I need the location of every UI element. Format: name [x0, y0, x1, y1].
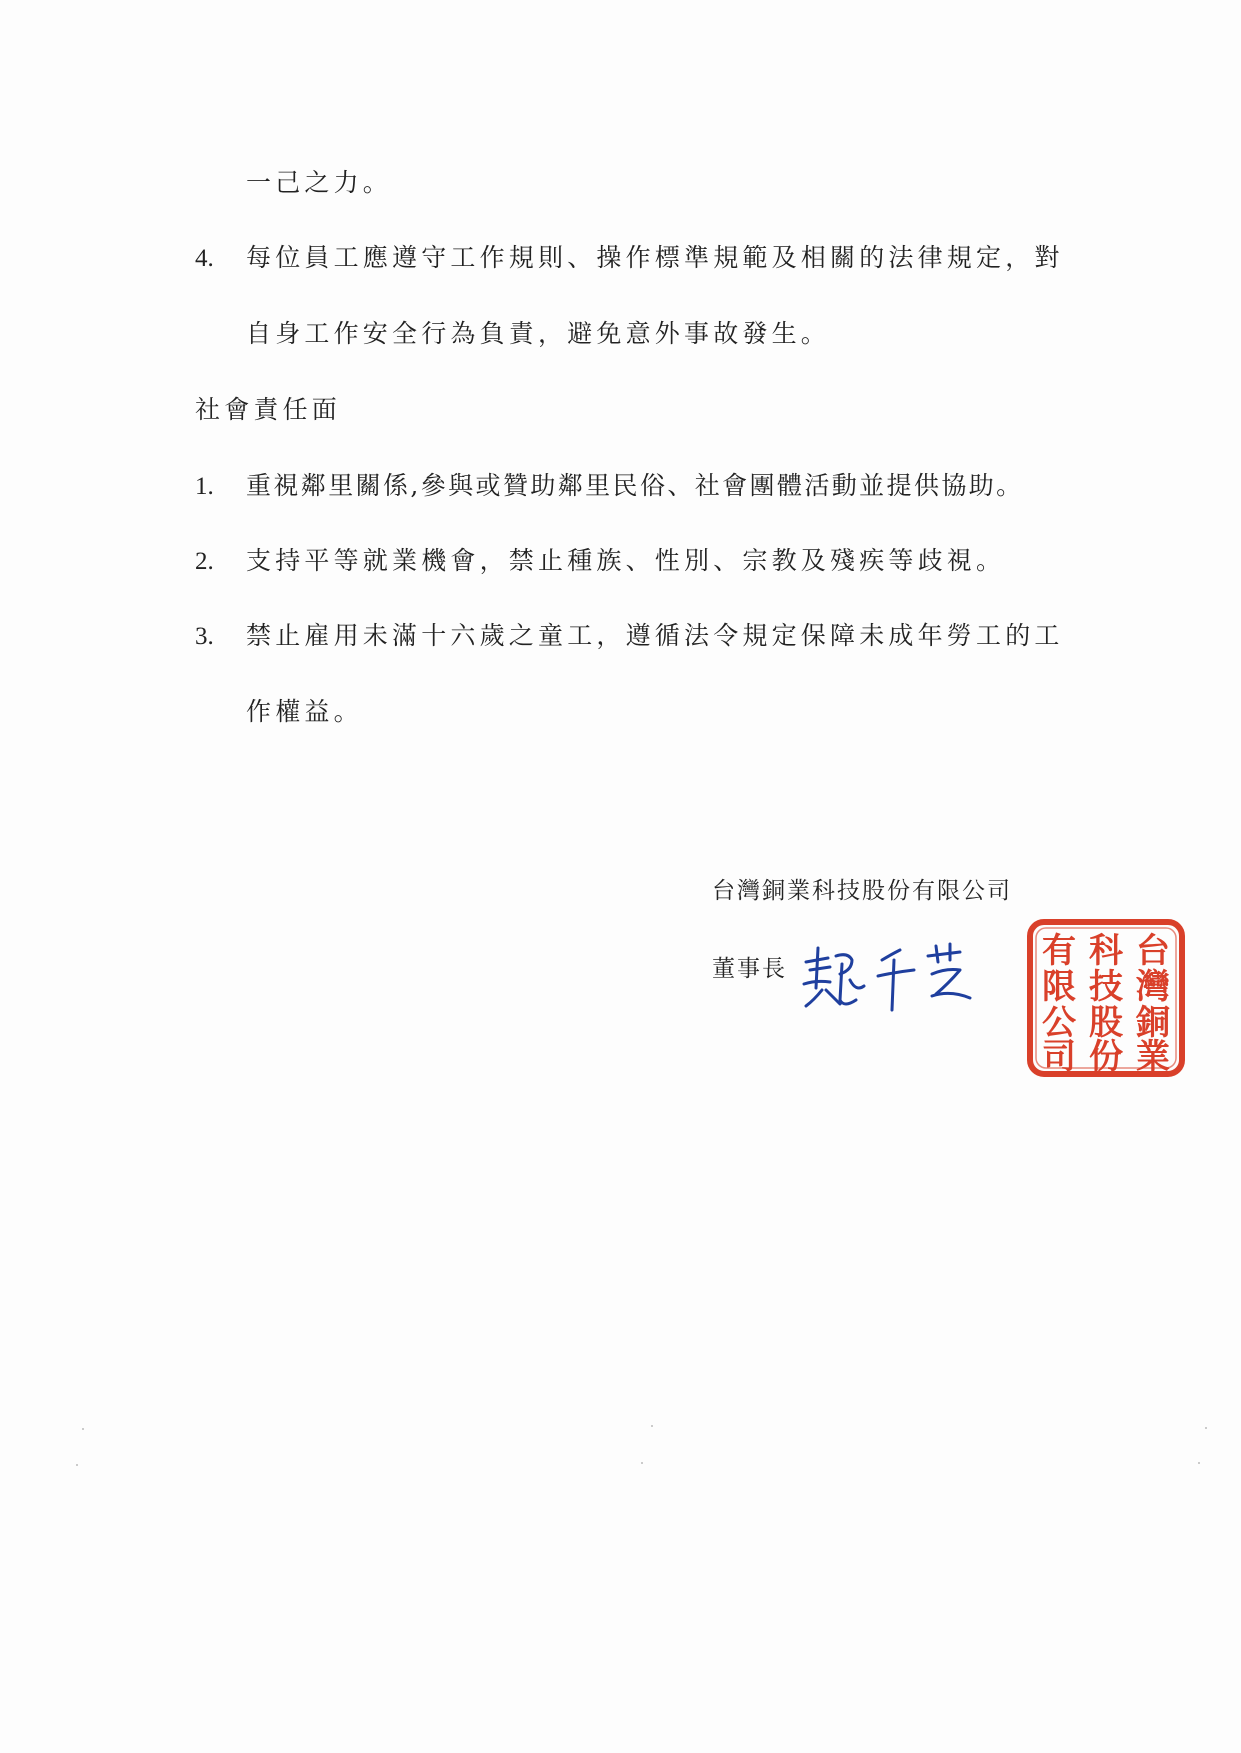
- item-3-number: 3.: [195, 623, 214, 650]
- continuation-text: 一己之力。: [246, 168, 393, 197]
- item-3-line-1: 禁止雇用未滿十六歲之童工，遵循法令規定保障未成年勞工的工: [246, 621, 1064, 650]
- svg-text:公: 公: [1042, 1003, 1076, 1043]
- item-4-number: 4.: [195, 245, 214, 272]
- chairman-title: 董事長: [712, 956, 787, 982]
- svg-text:有: 有: [1042, 931, 1076, 971]
- svg-text:限: 限: [1042, 967, 1076, 1007]
- svg-text:股: 股: [1089, 1003, 1123, 1043]
- svg-text:灣: 灣: [1136, 967, 1170, 1007]
- item-4-line-1: 每位員工應遵守工作規則、操作標準規範及相關的法律規定，對: [246, 243, 1064, 272]
- svg-text:業: 業: [1136, 1037, 1170, 1077]
- item-1-line-1: 重視鄰里關係,參與或贊助鄰里民俗、社會團體活動並提供協助。: [246, 471, 1024, 500]
- svg-text:台: 台: [1136, 931, 1170, 971]
- svg-text:銅: 銅: [1136, 1003, 1170, 1043]
- company-name: 台灣銅業科技股份有限公司: [712, 878, 1012, 904]
- item-2-line-1: 支持平等就業機會，禁止種族、性別、宗教及殘疾等歧視。: [246, 546, 1006, 575]
- item-3-line-2: 作權益。: [246, 697, 363, 726]
- svg-text:份: 份: [1089, 1037, 1123, 1077]
- handwritten-signature: [800, 940, 980, 1015]
- item-4-line-2: 自身工作安全行為負責，避免意外事故發生。: [246, 319, 831, 348]
- company-seal: [1026, 918, 1186, 1078]
- svg-text:司: 司: [1042, 1037, 1076, 1077]
- section-heading: 社會責任面: [195, 395, 342, 424]
- item-2-number: 2.: [195, 548, 214, 575]
- svg-text:技: 技: [1089, 967, 1123, 1007]
- svg-text:科: 科: [1089, 931, 1123, 971]
- item-1-number: 1.: [195, 473, 214, 500]
